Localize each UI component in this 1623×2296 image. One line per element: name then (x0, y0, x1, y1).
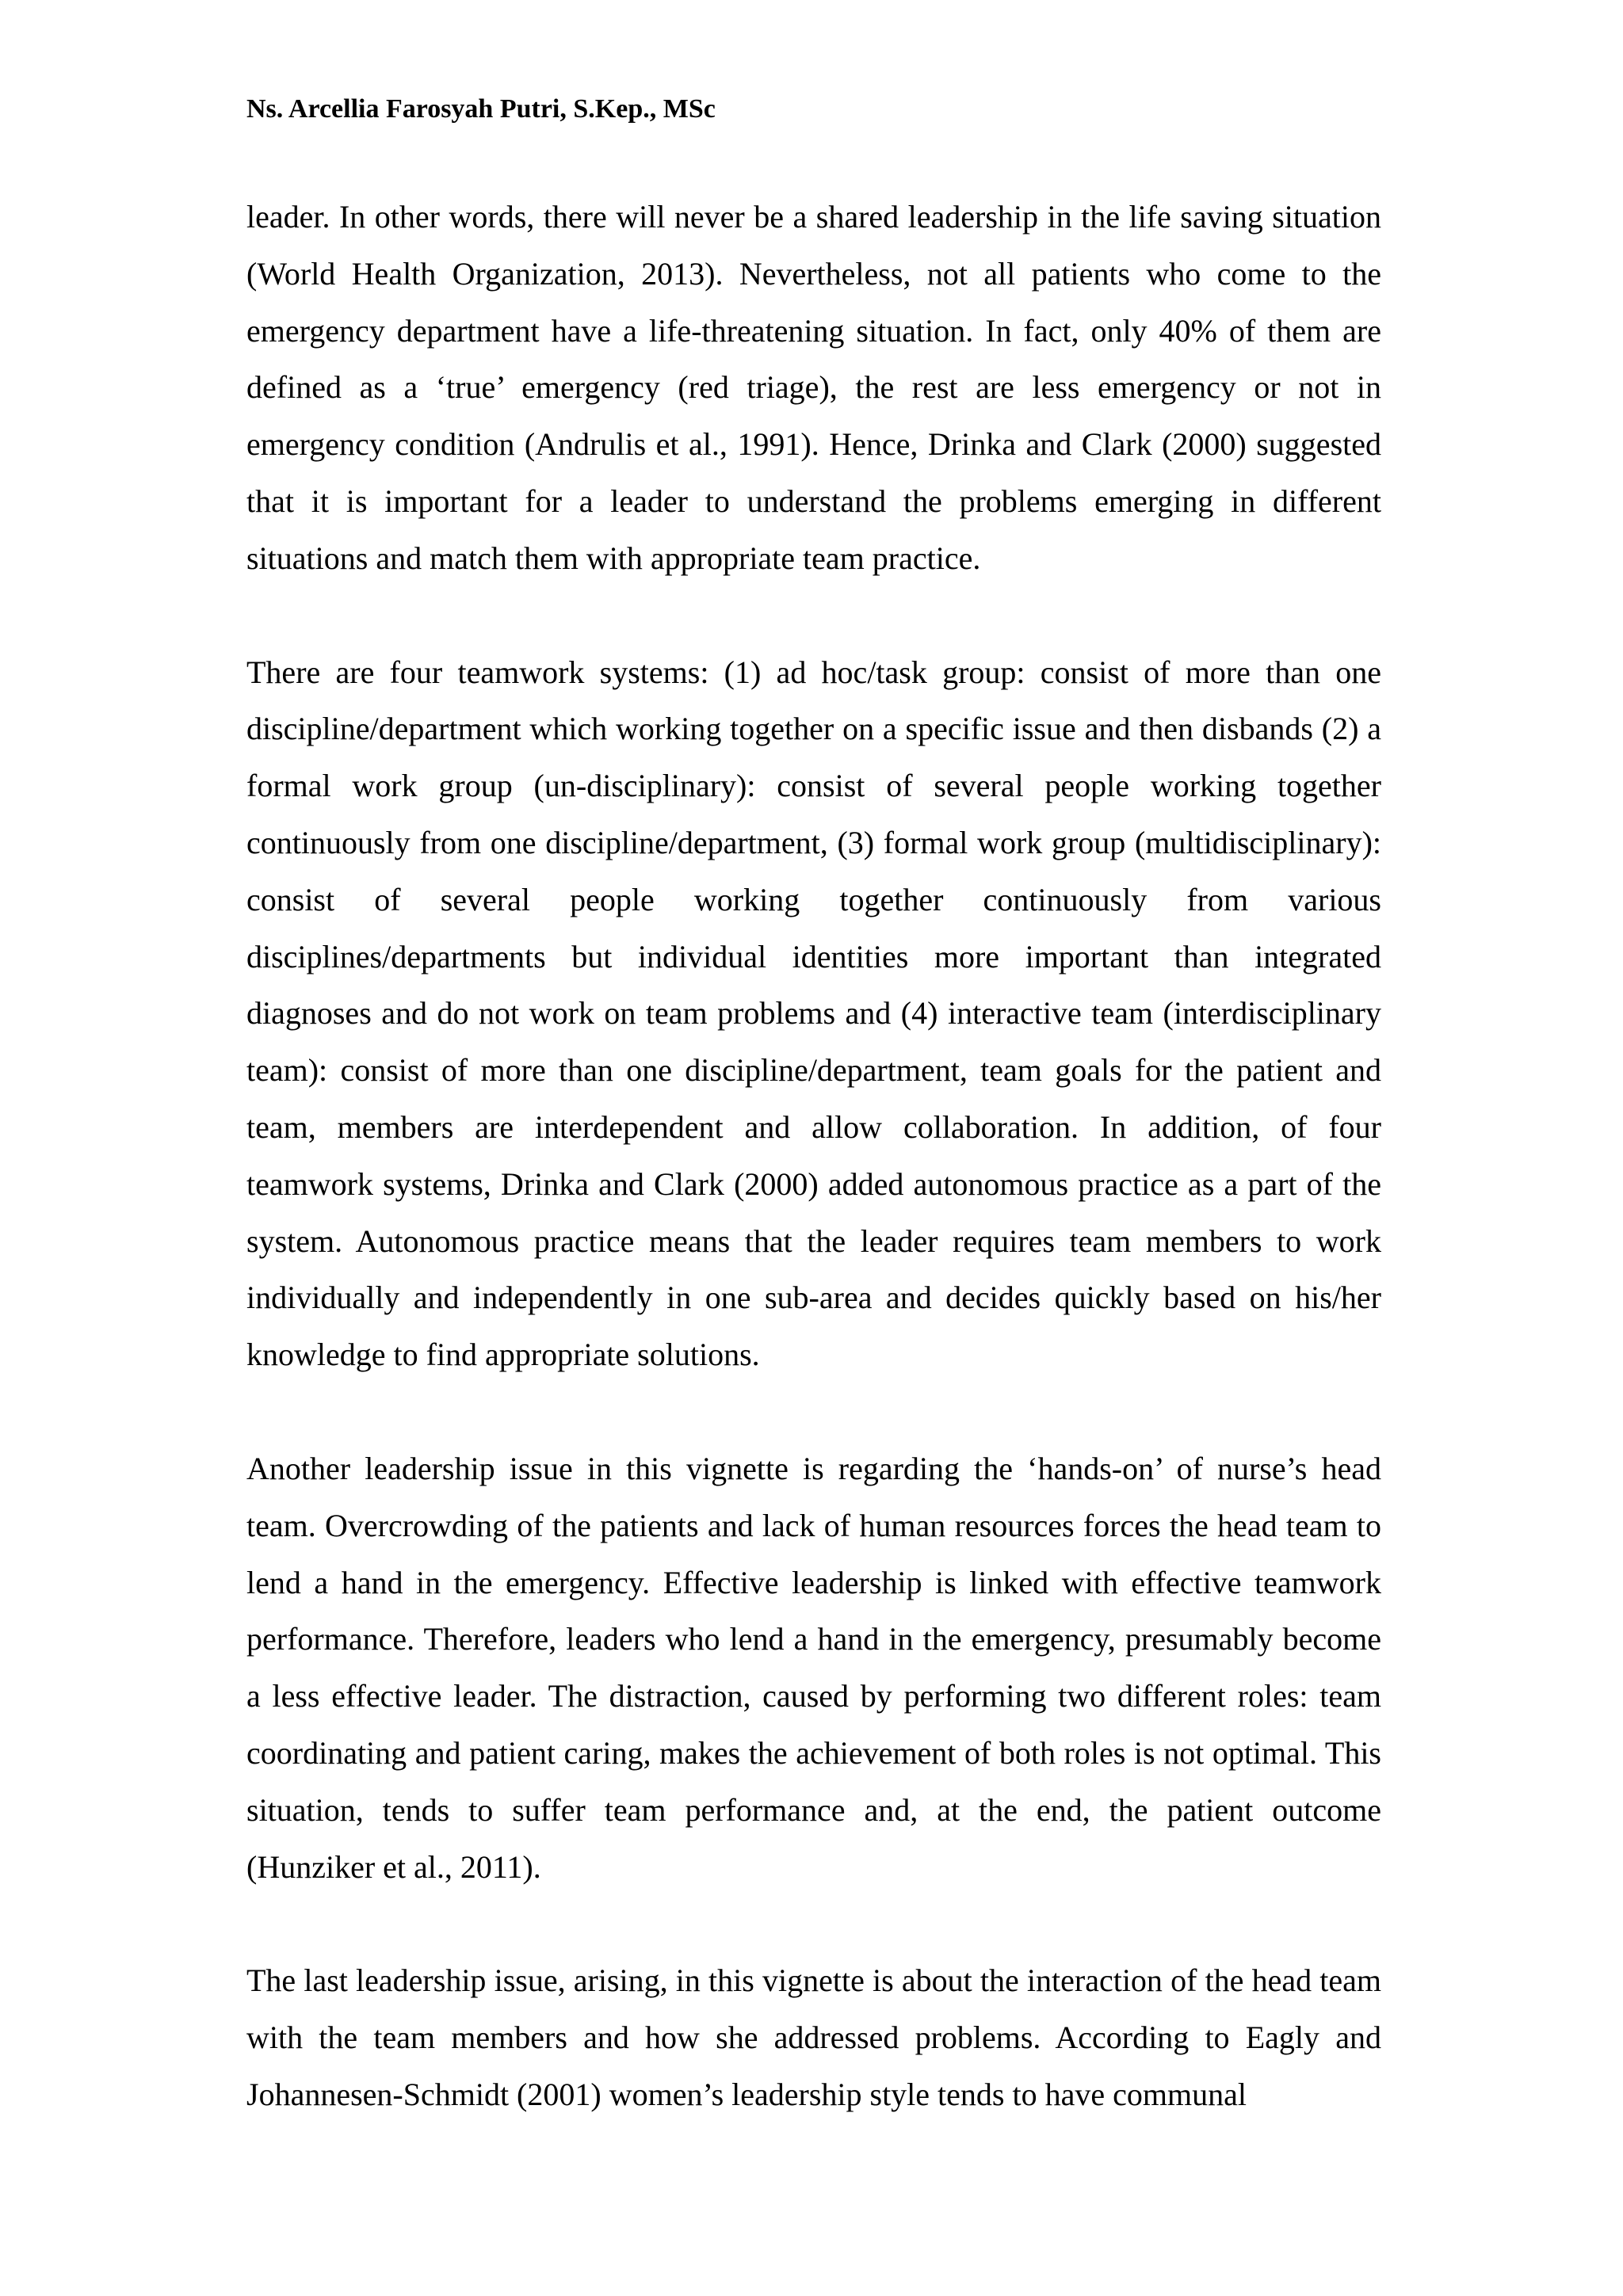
paragraph-2: There are four teamwork systems: (1) ad hoc/task group: consist of more than one discipline/department which working together on a specific issue and then disbands (2) a formal work group (un-disciplinary): consist of several people working together continuously from one discipline/department, (3) formal work group (multidisciplinary): consist of several people working together continuously from various disciplines/departments but individual identities more important than integrated diagnoses and do not work on team problems and (4) interactive team (interdisciplinary team): consist of more than one discipline/department, team goals for the patient and team, members are interdependent and allow collaboration. In addition, of four teamwork systems, Drinka and Clark (2000) added autonomous practice as a part of the system. Autonomous practice means that the leader requires team members to work individually and independently in one sub-area and decides quickly based on his/her knowledge to find appropriate solutions. (246, 654, 1381, 1373)
document-body (246, 189, 1381, 2180)
paragraph-1: leader. In other words, there will never be a shared leadership in the life saving situation (World Health Organization, 2013). Nevertheless, not all patients who come to the emergency department have a life-threatening situation. In fact, only 40% of them are defined as a ‘true’ emergency (red triage), the rest are less emergency or not in emergency condition (Andrulis et al., 1991). Hence, Drinka and Clark (2000) suggested that it is important for a leader to understand the problems emerging in different situations and match them with appropriate team practice. (246, 199, 1381, 576)
paragraph-3: Another leadership issue in this vignette is regarding the ‘hands-on’ of nurse’s head team. Overcrowding of the patients and lack of human resources forces the head team to lend a hand in the emergency. Effective leadership is linked with effective teamwork performance. Therefore, leaders who lend a hand in the emergency, presumably become a less effective leader. The distraction, caused by performing two different roles: team coordinating and patient caring, makes the achievement of both roles is not optimal. This situation, tends to suffer team performance and, at the end, the patient outcome (Hunziker et al., 2011). (246, 1450, 1381, 1885)
paragraph-4: The last leadership issue, arising, in this vignette is about the interaction of the head team with the team members and how she addressed problems. According to Eagly and Johannesen-Schmidt (2001) women’s leadership style tends to have communal (246, 1962, 1381, 2112)
page-header-author: Ns. Arcellia Farosyah Putri, S.Kep., MSc (246, 94, 716, 124)
